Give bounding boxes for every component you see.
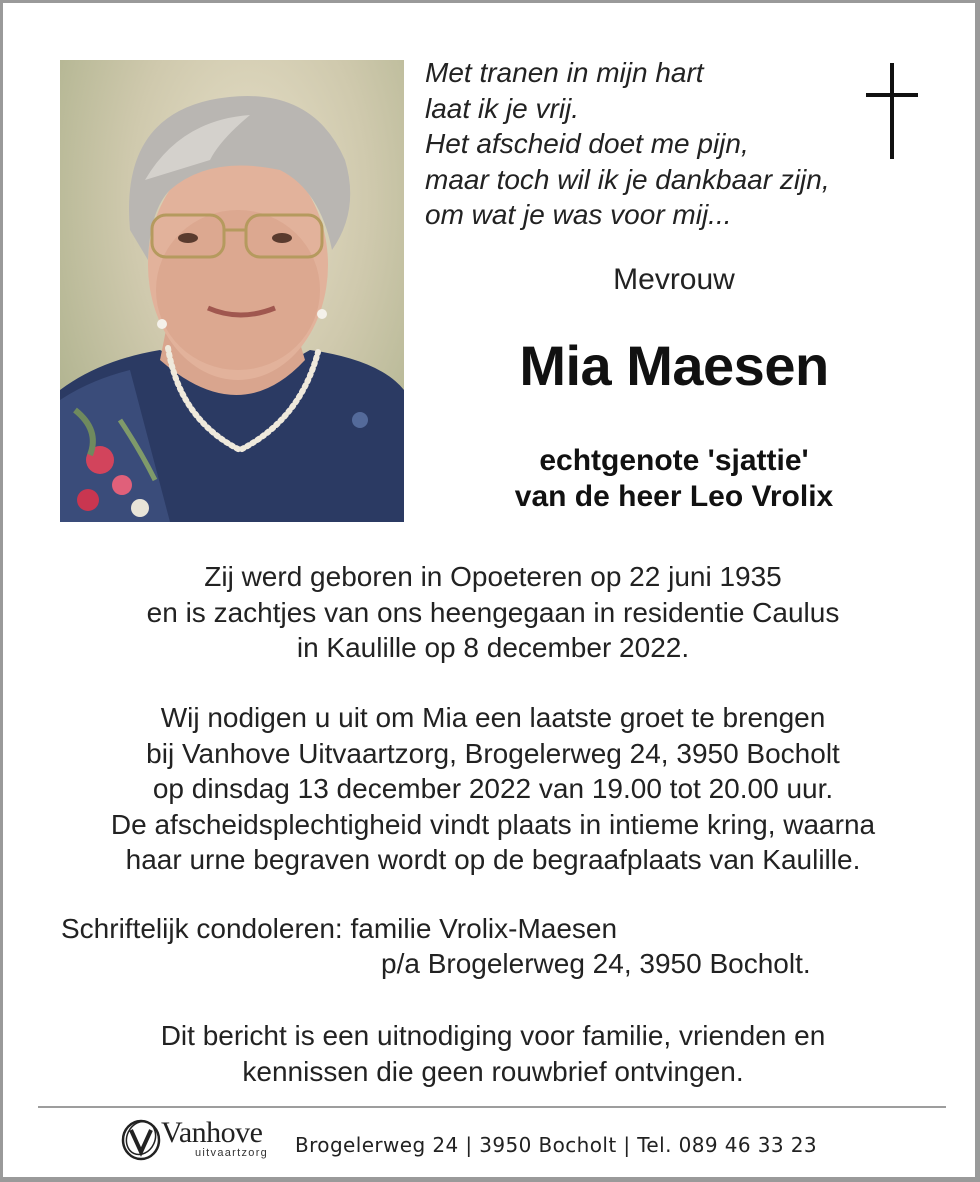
brand-subtitle: uitvaartzorg [195,1147,269,1159]
vanhove-emblem-icon [119,1116,163,1162]
poem-line: laat ik je vrij. [425,92,580,124]
obituary-card [3,3,975,1177]
notice-text [3,1018,980,1089]
birth-death-text [3,559,980,666]
deceased-name: Mia Maesen [519,334,829,397]
poem-line: Met tranen in mijn hart [425,57,704,88]
text-line: op dinsdag 13 december 2022 van 19.00 tot 20.00 uur. [152,773,834,804]
cross-icon [863,63,923,163]
poem-line: maar toch wil ik je dankbaar zijn, [425,163,830,195]
spouse-line: echtgenote 'sjattie' [539,444,809,477]
text-line: in Kaulille op 8 december 2022. [296,632,690,663]
poem-line: Het afscheid doet me pijn, [425,128,749,159]
poem-line: om wat je was voor mij... [425,199,732,230]
brand-name: Vanhove [161,1116,263,1149]
text-line: Zij werd geboren in Opoeteren op 22 juni 1935 [204,561,782,592]
text-line: Dit bericht is een uitnodiging voor familie, vrienden en [160,1020,826,1051]
salutation: Mevrouw [613,263,735,296]
portrait-illustration [60,60,404,522]
footer-divider [38,1106,946,1108]
invitation-text [3,700,980,878]
text-line: haar urne begraven wordt op de begraafplaats van Kaulille. [125,844,861,875]
spouse-info [443,443,905,515]
text-line: kennissen die geen rouwbrief ontvingen. [242,1055,744,1087]
spouse-line: van de heer Leo Vrolix [514,480,834,513]
poem [425,55,865,233]
footer-address: Brogelerweg 24 | 3950 Bocholt | Tel. 089 46 33 23 [295,1133,818,1157]
text-line: Wij nodigen u uit om Mia een laatste groet te brengen [160,702,826,733]
condolence-address: p/a Brogelerweg 24, 3950 Bocholt. [381,948,811,979]
condolence-line: Schriftelijk condoleren: familie Vrolix-Maesen [61,913,618,944]
funeral-home-logo [119,1116,289,1166]
text-line: en is zachtjes van ons heengegaan in residentie Caulus [146,596,840,628]
text-line: De afscheidsplechtigheid vindt plaats in intieme kring, waarna [110,808,876,840]
text-line: bij Vanhove Uitvaartzorg, Brogelerweg 24, 3950 Bocholt [146,737,840,769]
portrait-photo [60,60,404,522]
